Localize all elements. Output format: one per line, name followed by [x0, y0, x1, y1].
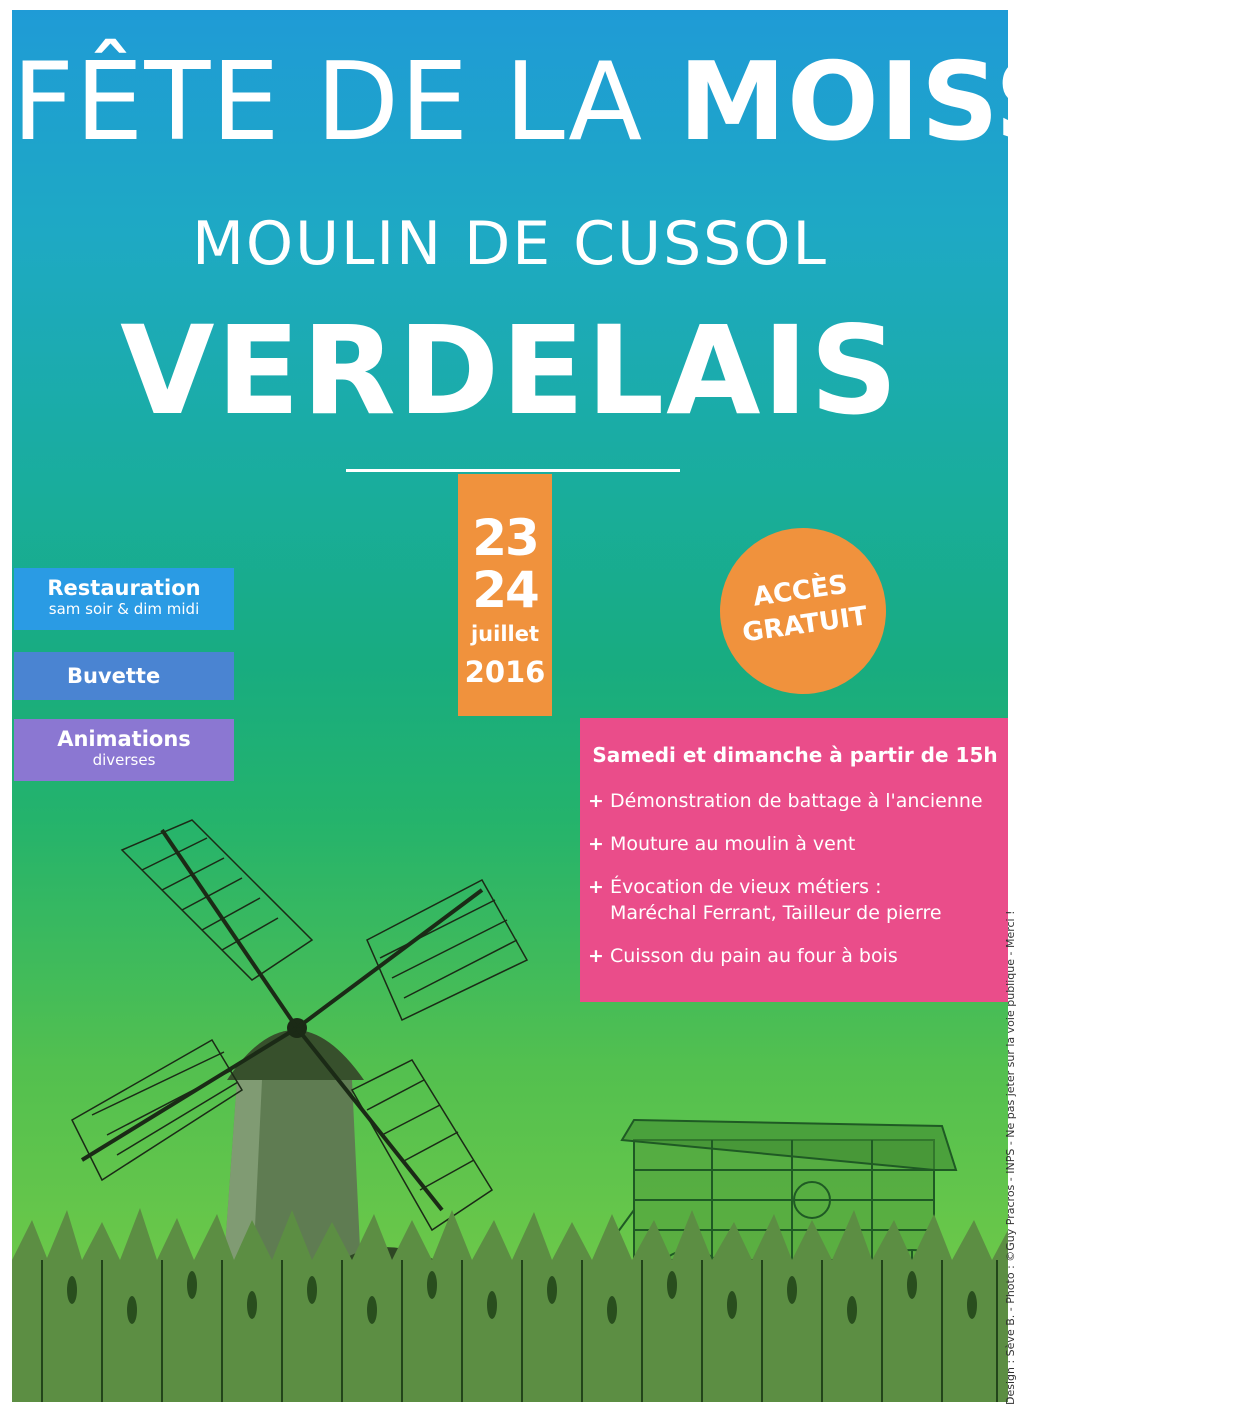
animations-box: [14, 719, 234, 781]
title-part2: MOISSON: [678, 40, 1258, 165]
restauration-title: Restauration: [47, 576, 201, 600]
credits-text: Design : Sève B. - Photo : ©Guy Pracros - INPS - Ne pas jeter sur la voie publique - Merci !: [1004, 910, 1017, 1405]
program-heading: Samedi et dimanche à partir de 15h: [592, 743, 998, 767]
badge-line-1: ACCÈS: [751, 569, 850, 613]
windmill-field-illustration: [12, 790, 1008, 1402]
date-year: 2016: [464, 655, 546, 689]
date-box: [458, 474, 552, 716]
title-divider: [346, 469, 680, 472]
venue-name: MOULIN DE CUSSOL: [192, 209, 828, 279]
restauration-box: [14, 568, 234, 630]
program-item-text: + Cuisson du pain au four à bois: [610, 945, 898, 967]
animations-title: Animations: [57, 727, 191, 751]
program-item-text: + Mouture au moulin à vent: [610, 833, 856, 855]
program-item-text: + Évocation de vieux métiers :: [610, 876, 882, 898]
date-month: juillet: [470, 622, 540, 646]
badge-line-2: GRATUIT: [740, 601, 870, 649]
free-access-badge: [709, 517, 896, 704]
poster-title: [12, 38, 1258, 168]
date-day-1: 23: [472, 509, 538, 567]
program-item-text: + Démonstration de battage à l'ancienne: [610, 790, 983, 812]
restauration-sub: sam soir & dim midi: [48, 600, 200, 618]
buvette-title: Buvette: [67, 664, 161, 688]
animations-sub: diverses: [92, 751, 156, 769]
program-item-text-2: Maréchal Ferrant, Tailleur de pierre: [610, 902, 942, 924]
buvette-box: [14, 652, 234, 700]
town-name: VERDELAIS: [120, 300, 900, 442]
date-day-2: 24: [472, 561, 538, 619]
title-part1: FÊTE DE LA: [12, 40, 644, 165]
wheat-field-illustration: [12, 1208, 1008, 1402]
